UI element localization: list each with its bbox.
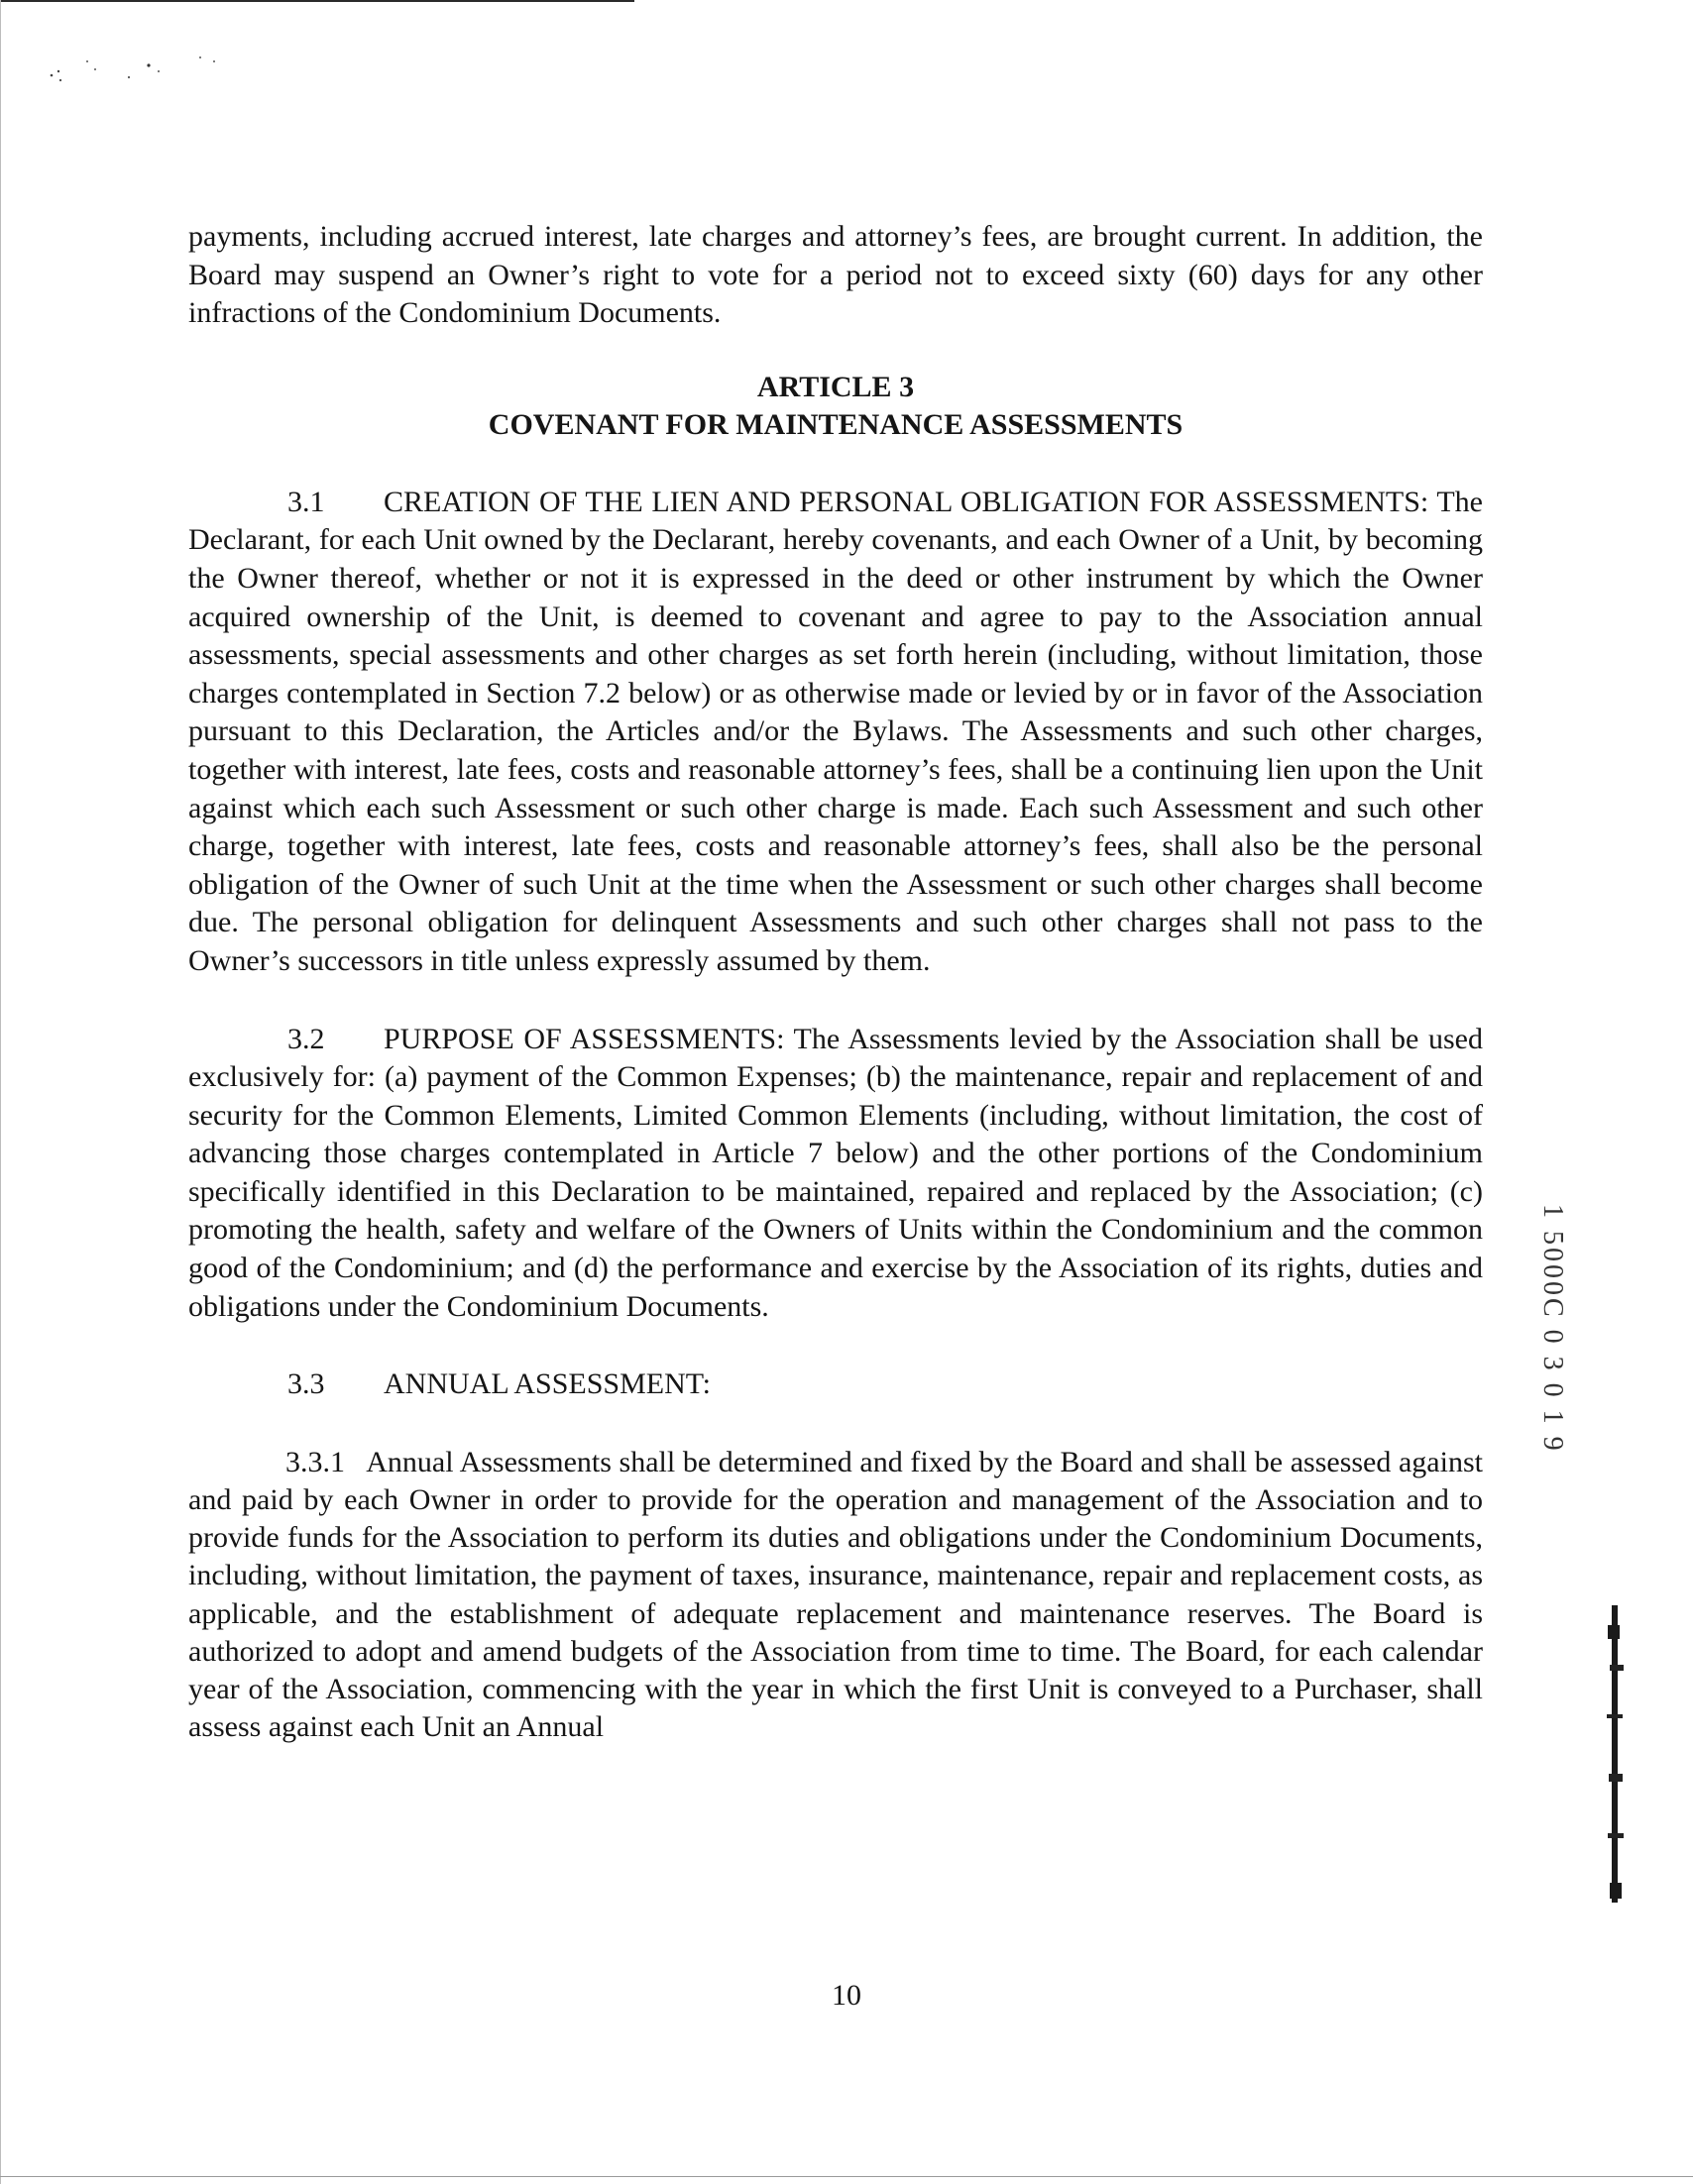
section-text: PURPOSE OF ASSESSMENTS: The Assessments levied by the Association shall be used exclusively for: (a) payment of the Common Expenses; (b) the maintenance, repair and replacement of and security for the Common Elements, Limited Common Elements (including, without limitation, the cost of advancing those charges contemplated in Article 7 below) and the other portions of the Condominium specifically identified in this Declaration to be maintained, repaired and replaced by the Association; (c) promoting the health, safety and welfare of the Owners of Units within the Condominium and the common good of the Condominium; and (d) the performance and exercise by the Association of its rights, duties and obligations under the Condominium Documents. bbox=[188, 1022, 1483, 1323]
bottom-scan-rule bbox=[0, 2176, 1693, 2177]
scan-specks bbox=[44, 48, 242, 107]
section-3-2 bbox=[188, 1021, 1483, 1327]
left-scan-edge bbox=[0, 0, 1, 2184]
section-number: 3.1 bbox=[287, 485, 325, 518]
subsection-3-3-1 bbox=[188, 1444, 1483, 1747]
article-number: ARTICLE 3 bbox=[756, 370, 915, 403]
section-3-3 bbox=[188, 1365, 1483, 1404]
subsection-text: Annual Assessments shall be determined and fixed by the Board and shall be assessed against and paid by each Owner in order to provide for the operation and management of the Association and to provide funds for the Association to perform its duties and obligations under the Condominium Documents, including, without limitation, the payment of taxes, insurance, maintenance, repair and replacement costs, as applicable, and the establishment of adequate replacement and maintenance reserves. The Board is authorized to adopt and amend budgets of the Association from time to time. The Board, for each calendar year of the Association, commencing with the year in which the first Unit is conveyed to a Purchaser, shall assess against each Unit an Annual bbox=[188, 1445, 1483, 1744]
section-3-1 bbox=[188, 484, 1483, 981]
margin-stamp: 1 5000C 0 3 0 1 9 bbox=[1537, 1204, 1568, 1454]
margin-scan-mark bbox=[1602, 1605, 1632, 1903]
subsection-number: 3.3.1 bbox=[285, 1445, 345, 1478]
top-scan-rule bbox=[0, 0, 634, 2]
section-text: CREATION OF THE LIEN AND PERSONAL OBLIGATION FOR ASSESSMENTS: The Declarant, for each Unit owned by the Declarant, hereby covenants, and each Owner of a Unit, by becoming the Owner thereof, whether or not it is expressed in the deed or other instrument by which the Owner acquired ownership of the Unit, is deemed to covenant and agree to pay to the Association annual assessments, special assessments and other charges as set forth herein (including, without limitation, those charges contemplated in Section 7.2 below) or as otherwise made or levied by or in favor of the Association pursuant to this Declaration, the Articles and/or the Bylaws. The Assessments and such other charges, together with interest, late fees, costs and reasonable attorney’s fees, shall be a continuing lien upon the Unit against which each such Assessment or such other charge is made. Each such Assessment and such other charge, together with interest, late fees, costs and reasonable attorney’s fees, shall also be the personal obligation of the Owner of such Unit at the time when the Assessment or such other charges shall become due. The personal obligation for delinquent Assessments and such other charges shall not pass to the Owner’s successors in title unless expressly assumed by them. bbox=[188, 485, 1483, 977]
article-heading bbox=[188, 369, 1483, 444]
section-text: ANNUAL ASSESSMENT: bbox=[384, 1367, 711, 1401]
section-number: 3.3 bbox=[287, 1367, 325, 1401]
document-body bbox=[188, 218, 1483, 1746]
section-number: 3.2 bbox=[287, 1022, 325, 1055]
page-number: 10 bbox=[832, 1979, 861, 2012]
opening-paragraph: payments, including accrued interest, late charges and attorney’s fees, are brought current. In addition, the Board may suspend an Owner’s right to vote for a period not to exceed sixty (60) days for any other infractions of the Condominium Documents. bbox=[188, 220, 1483, 330]
article-title: COVENANT FOR MAINTENANCE ASSESSMENTS bbox=[488, 407, 1184, 441]
